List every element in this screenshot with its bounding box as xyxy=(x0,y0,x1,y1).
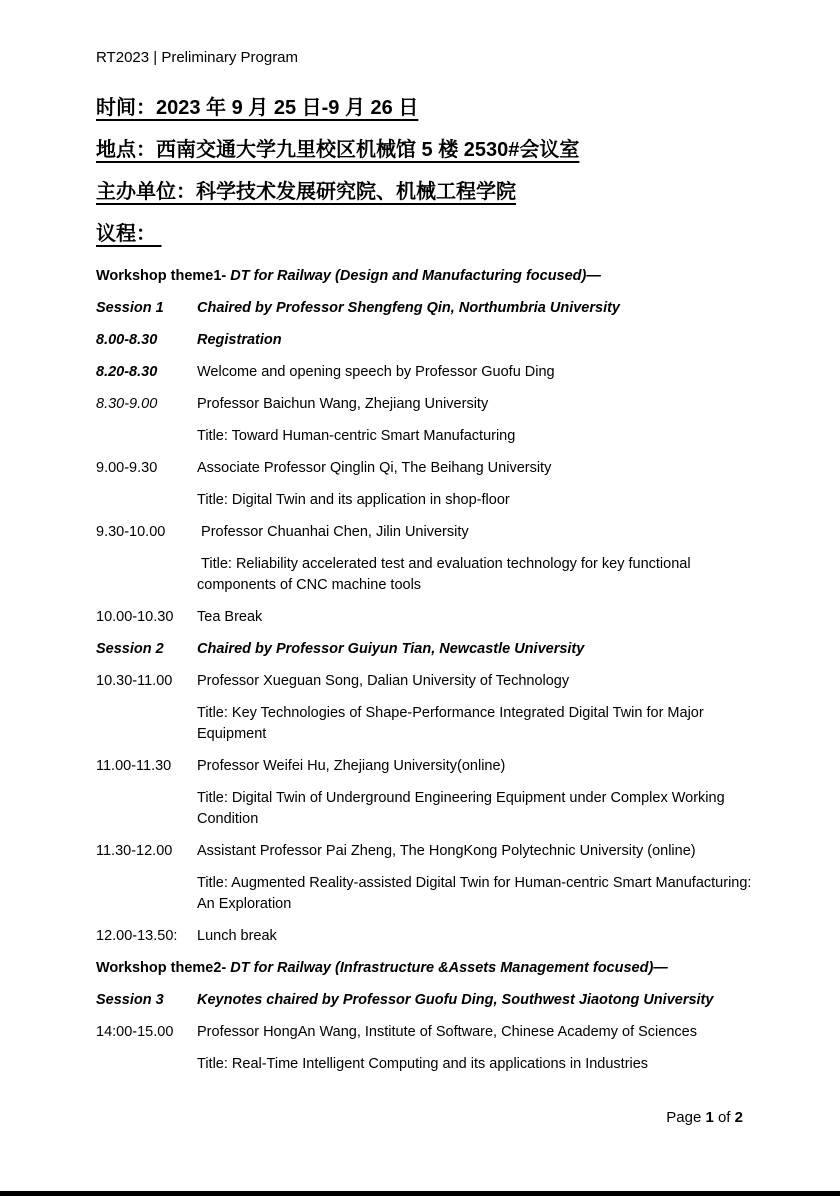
agenda-row xyxy=(96,330,770,351)
workshop-theme-row xyxy=(96,958,770,979)
content-cell: Assistant Professor Pai Zheng, The HongKong Polytechnic University (online) xyxy=(197,843,696,859)
time-cell: 11.00-11.30 xyxy=(96,758,172,774)
agenda-row xyxy=(96,458,770,479)
agenda-row xyxy=(96,671,770,692)
time-cell: Session 2 xyxy=(96,641,164,657)
time-cell: Session 1 xyxy=(96,300,164,316)
heading-agenda: 议程： xyxy=(96,223,162,245)
content-cell: Title: Toward Human-centric Smart Manufacturing xyxy=(197,428,516,444)
agenda-row xyxy=(96,788,770,830)
time-cell: Session 3 xyxy=(96,992,164,1008)
content-cell: Professor Chuanhai Chen, Jilin University xyxy=(197,524,469,540)
content-cell: Title: Digital Twin and its application in shop-floor xyxy=(197,492,510,508)
content-cell: Welcome and opening speech by Professor Guofu Ding xyxy=(197,364,555,380)
agenda-row xyxy=(96,1022,770,1043)
content-cell: Keynotes chaired by Professor Guofu Ding, Southwest Jiaotong University xyxy=(197,992,714,1008)
agenda-row xyxy=(96,394,770,415)
content-cell: Chaired by Professor Guiyun Tian, Newcastle University xyxy=(197,641,585,657)
agenda-row xyxy=(96,639,770,660)
content-cell: Associate Professor Qinglin Qi, The Beihang University xyxy=(197,460,552,476)
agenda-row xyxy=(96,490,770,511)
content-cell: Chaired by Professor Shengfeng Qin, Northumbria University xyxy=(197,300,620,316)
content-cell: Lunch break xyxy=(197,928,277,944)
content-cell: Title: Reliability accelerated test and evaluation technology for key functional components of CNC machine tools xyxy=(197,556,695,593)
agenda-row xyxy=(96,522,770,543)
agenda-row xyxy=(96,756,770,777)
workshop-theme-title: DT for Railway (Design and Manufacturing focused)— xyxy=(230,268,601,284)
heading-location: 地点：西南交通大学九里校区机械馆 5 楼 2530#会议室 xyxy=(96,139,580,161)
content-cell: Title: Key Technologies of Shape-Performance Integrated Digital Twin for Major Equipment xyxy=(197,705,708,742)
time-cell: 12.00-13.50: xyxy=(96,928,178,944)
content-cell: Professor HongAn Wang, Institute of Software, Chinese Academy of Sciences xyxy=(197,1024,697,1040)
agenda-row xyxy=(96,426,770,447)
document-header: RT2023 | Preliminary Program xyxy=(96,49,299,66)
agenda-row xyxy=(96,873,770,915)
heading-time: 时间：2023 年 9 月 25 日-9 月 26 日 xyxy=(96,97,419,119)
agenda-row xyxy=(96,990,770,1011)
time-cell: 14:00-15.00 xyxy=(96,1024,174,1040)
agenda-row xyxy=(96,554,770,596)
content-cell: Professor Weifei Hu, Zhejiang University(online) xyxy=(197,758,506,774)
time-cell: 8.30-9.00 xyxy=(96,396,158,412)
time-cell: 10.00-10.30 xyxy=(96,609,174,625)
agenda-row xyxy=(96,607,770,628)
agenda-row xyxy=(96,298,770,319)
footer-total-pages: 2 xyxy=(734,1109,743,1126)
content-cell: Title: Augmented Reality-assisted Digital Twin for Human-centric Smart Manufacturing: An Exploration xyxy=(197,875,755,912)
content-cell: Title: Digital Twin of Underground Engineering Equipment under Complex Working Condition xyxy=(197,790,729,827)
agenda-row xyxy=(96,926,770,947)
page-bottom-edge xyxy=(0,1191,840,1196)
content-cell: Title: Real-Time Intelligent Computing and its applications in Industries xyxy=(197,1056,649,1072)
content-cell: Registration xyxy=(197,332,282,348)
workshop-theme-row xyxy=(96,266,770,287)
heading-organizer: 主办单位：科学技术发展研究院、机械工程学院 xyxy=(96,181,516,203)
time-cell: 9.00-9.30 xyxy=(96,460,158,476)
content-cell: Professor Xueguan Song, Dalian University of Technology xyxy=(197,673,570,689)
agenda-row xyxy=(96,841,770,862)
footer-page-prefix: Page xyxy=(666,1109,706,1126)
content-cell: Professor Baichun Wang, Zhejiang University xyxy=(197,396,489,412)
agenda-row xyxy=(96,703,770,745)
footer-current-page: 1 xyxy=(705,1109,714,1126)
headings-block xyxy=(96,98,770,245)
workshop-theme-label: Workshop theme2- xyxy=(96,960,231,976)
time-cell: 9.30-10.00 xyxy=(96,524,166,540)
agenda-row xyxy=(96,362,770,383)
content-cell: Tea Break xyxy=(197,609,263,625)
time-cell: 10.30-11.00 xyxy=(96,673,173,689)
agenda-row xyxy=(96,1054,770,1075)
agenda xyxy=(96,266,770,1075)
footer-separator: of xyxy=(713,1109,735,1126)
page-number-footer xyxy=(666,1108,743,1128)
time-cell: 8.20-8.30 xyxy=(96,364,158,380)
workshop-theme-label: Workshop theme1- xyxy=(96,268,231,284)
workshop-theme-title: DT for Railway (Infrastructure &Assets Management focused)— xyxy=(230,960,668,976)
time-cell: 8.00-8.30 xyxy=(96,332,158,348)
time-cell: 11.30-12.00 xyxy=(96,843,173,859)
